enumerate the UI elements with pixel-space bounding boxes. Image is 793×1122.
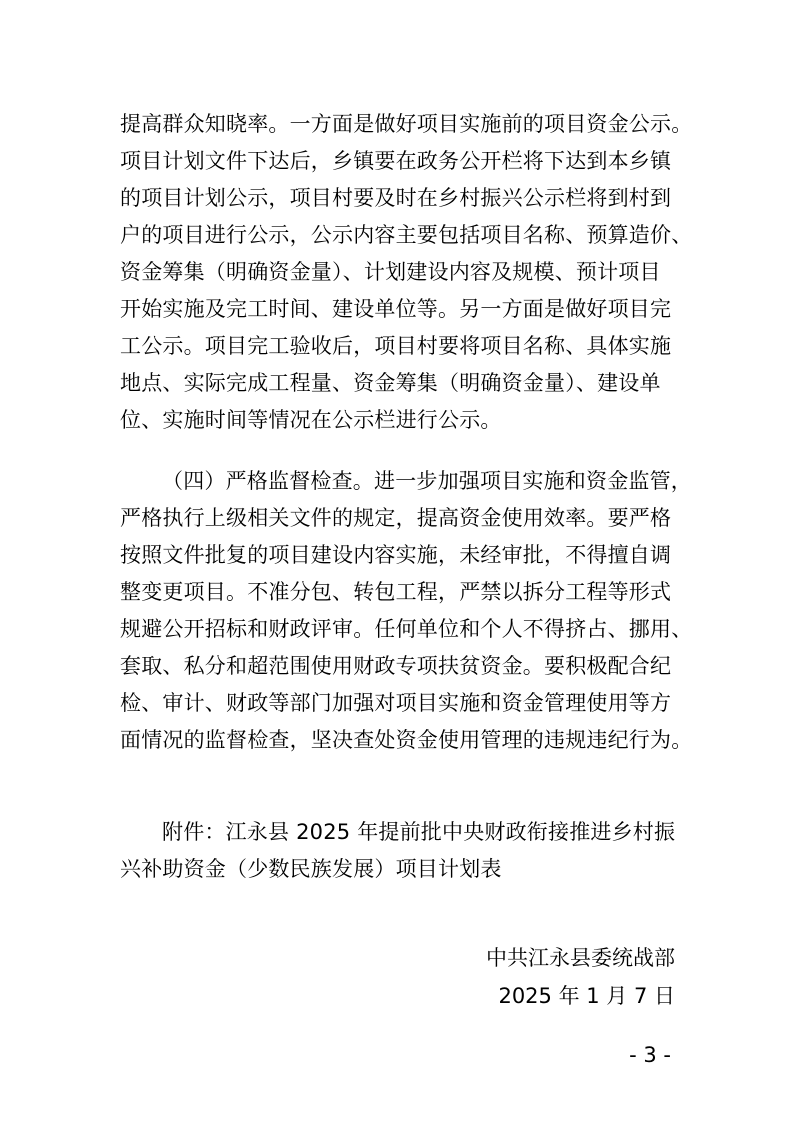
paragraph-line: 户的项目进行公示，公示内容主要包括项目名称、预算造价、 bbox=[120, 223, 693, 247]
paragraph-line: 面情况的监督检查，坚决查处资金使用管理的违规违纪行为。 bbox=[120, 728, 693, 752]
paragraph-line: 套取、私分和超范围使用财政专项扶贫资金。要积极配合纪 bbox=[120, 654, 672, 678]
issue-date: 2025 年 1 月 7 日 bbox=[498, 984, 675, 1008]
paragraph-line: 工公示。项目完工验收后，项目村要将项目名称、具体实施 bbox=[120, 334, 672, 358]
paragraph-line: 检、审计、财政等部门加强对项目实施和资金管理使用等方 bbox=[120, 691, 672, 715]
paragraph-line: 规避公开招标和财政评审。任何单位和个人不得挤占、挪用、 bbox=[120, 617, 693, 641]
paragraph-line: 的项目计划公示，项目村要及时在乡村振兴公示栏将到村到 bbox=[120, 186, 672, 210]
paragraph-line: 地点、实际完成工程量、资金筹集（明确资金量）、建设单 bbox=[120, 371, 661, 395]
paragraph-line: 提高群众知晓率。一方面是做好项目实施前的项目资金公示。 bbox=[120, 112, 693, 136]
page-number: - 3 - bbox=[629, 1043, 671, 1067]
attachment-line: 兴补助资金（少数民族发展）项目计划表 bbox=[120, 857, 502, 881]
paragraph-line: 严格执行上级相关文件的规定，提高资金使用效率。要严格 bbox=[120, 506, 672, 530]
section-heading-line: （四）严格监督检查。进一步加强项目实施和资金监管， bbox=[162, 469, 692, 493]
paragraph-line: 开始实施及完工时间、建设单位等。另一方面是做好项目完 bbox=[120, 297, 672, 321]
paragraph-line: 整变更项目。不准分包、转包工程，严禁以拆分工程等形式 bbox=[120, 580, 672, 604]
paragraph-line: 位、实施时间等情况在公示栏进行公示。 bbox=[120, 408, 502, 432]
paragraph-line: 资金筹集（明确资金量）、计划建设内容及规模、预计项目 bbox=[120, 260, 661, 284]
paragraph-line: 按照文件批复的项目建设内容实施，未经审批，不得擅自调 bbox=[120, 543, 672, 567]
attachment-line: 附件：江永县 2025 年提前批中央财政衔接推进乡村振 bbox=[162, 820, 676, 844]
paragraph-line: 项目计划文件下达后，乡镇要在政务公开栏将下达到本乡镇 bbox=[120, 149, 672, 173]
issuing-organization: 中共江永县委统战部 bbox=[486, 946, 675, 970]
